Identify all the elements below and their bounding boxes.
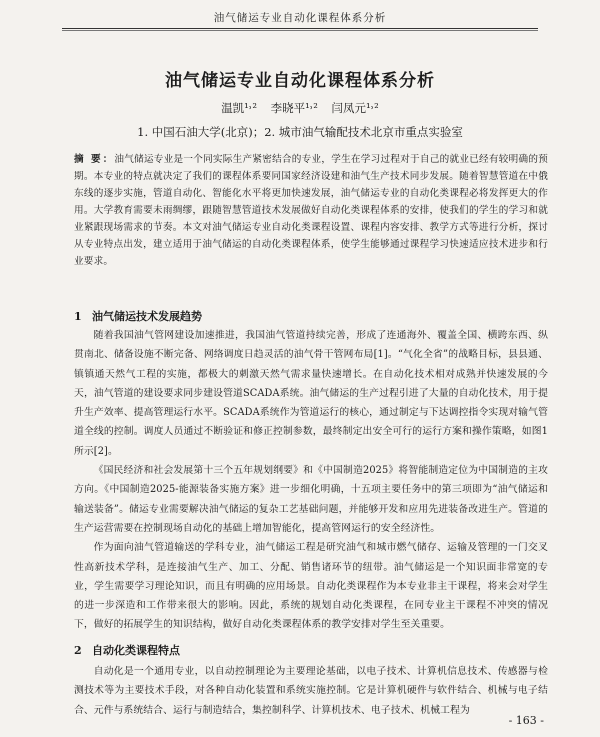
- section-body: [74, 326, 548, 635]
- paragraph: 自动化是一个通用专业，以自动控制理论为主要理论基础，以电子技术、计算机信息技术、传感器与检测技术等为主要技术手段，对各种自动化装置和系统实施控制。它是计算机硬件与软件结合、机械与电子结合、元件与系统结合、运行与制造结合，集控制科学、计算机技术、电子技术、机械工程为: [74, 666, 548, 716]
- section-heading: [74, 642, 180, 658]
- section-title: 自动化类课程特点: [92, 644, 180, 657]
- header-rule-thin: [62, 30, 538, 31]
- author-list: [0, 100, 600, 116]
- section-title: 油气储运技术发展趋势: [92, 310, 202, 323]
- author: 李晓平¹˒²: [270, 101, 318, 115]
- section-heading: [74, 308, 202, 324]
- abstract: [74, 151, 548, 270]
- paragraph: 作为面向油气管道输送的学科专业，油气储运工程是研究油气和城市燃气储存、运输及管理的一门交叉性高新技术学科，是连接油气生产、加工、分配、销售诸环节的纽带。油气储运是一个知识面非常宽的专业，学生需要学习理论知识，而且有明确的应用场景。自动化类课程作为本专业非主干课程，将来会对学生的进一步深造和工作带来很大的影响。因此，系统的规划自动化类课程，在同专业主干课程不冲突的情况下，做好的拓展学生的知识结构，做好自动化类课程体系的教学安排对学生至关重要。: [74, 542, 548, 631]
- abstract-label: 摘 要：: [74, 154, 115, 165]
- section-number: 2: [74, 644, 82, 657]
- paper-title: 油气储运专业自动化课程体系分析: [165, 71, 435, 91]
- section-number: 1: [74, 310, 82, 323]
- author: 温凯¹˒²: [221, 101, 257, 115]
- running-header: 油气储运专业自动化课程体系分析: [213, 12, 387, 24]
- abstract-text: 油气储运专业是一个同实际生产紧密结合的专业，学生在学习过程对于自己的就业已经有较明确的预期。本专业的特点就决定了我们的课程体系要同国家经济设建和油气生产技术同步发展。随着智慧管道在中俄东线的逐步实施，管道自动化、智能化水平将更加快速发展，油气储运专业的自动化类课程必将发挥更大的作用。大学教育需要未雨绸缪，跟随智慧管道技术发展做好自动化类课程体系的安排，使我们的学生的学习和就业紧跟现场需求的节奏。本文对油气储运专业自动化类课程设置、课程内容安排、教学方式等进行分析，探讨从专业特点出发，建立适用于油气储运的自动化类课程体系，使学生能够通过课程学习快速适应技术进步和行业要求。: [74, 154, 548, 267]
- paragraph: 随着我国油气管网建设加速推进，我国油气管道持续完善，形成了连通海外、覆盖全国、横跨东西、纵贯南北、储备设施不断完备、网络调度日趋灵活的油气骨干管网布局[1]。“气化全省”的战略目标，县县通、镇镇通天然气工程的实施，都极大的刺激天然气需求量快速增长。在自动化技术相对成熟并快速发展的今天，油气管道的建设要求同步建设管道SCADA系统。油气储运的生产过程引进了大量的自动化技术，用于提升生产效率、提高管理运行水平。SCADA系统作为管道运行的核心，通过制定与下达调控指令实现对输气管道全线的控制。调度人员通过不断验证和修正控制参数，最终制定出安全可行的运行方案和操作策略，如图1所示[2]。: [74, 330, 548, 457]
- paragraph: 《国民经济和社会发展第十三个五年规划纲要》和《中国制造2025》将智能制造定位为中国制造的主攻方向。《中国制造2025-能源装备实施方案》进一步细化明确，十五项主要任务中的第三项即为“油气储运和输送装备”。储运专业需要解决油气储运的复杂工艺基础问题，并能够开发和应用先进装备改进生产。管道的生产运营需要在控制现场自动化的基础上增加智能化，提高管网运行的安全经济性。: [74, 465, 548, 534]
- header-rule: [62, 28, 538, 29]
- page-number: - 163 -: [508, 714, 544, 727]
- section-body: [74, 662, 548, 720]
- affiliation: 1. 中国石油大学(北京)；2. 城市油气输配技术北京市重点实验室: [137, 125, 463, 139]
- author: 闫凤元¹˒²: [331, 101, 379, 115]
